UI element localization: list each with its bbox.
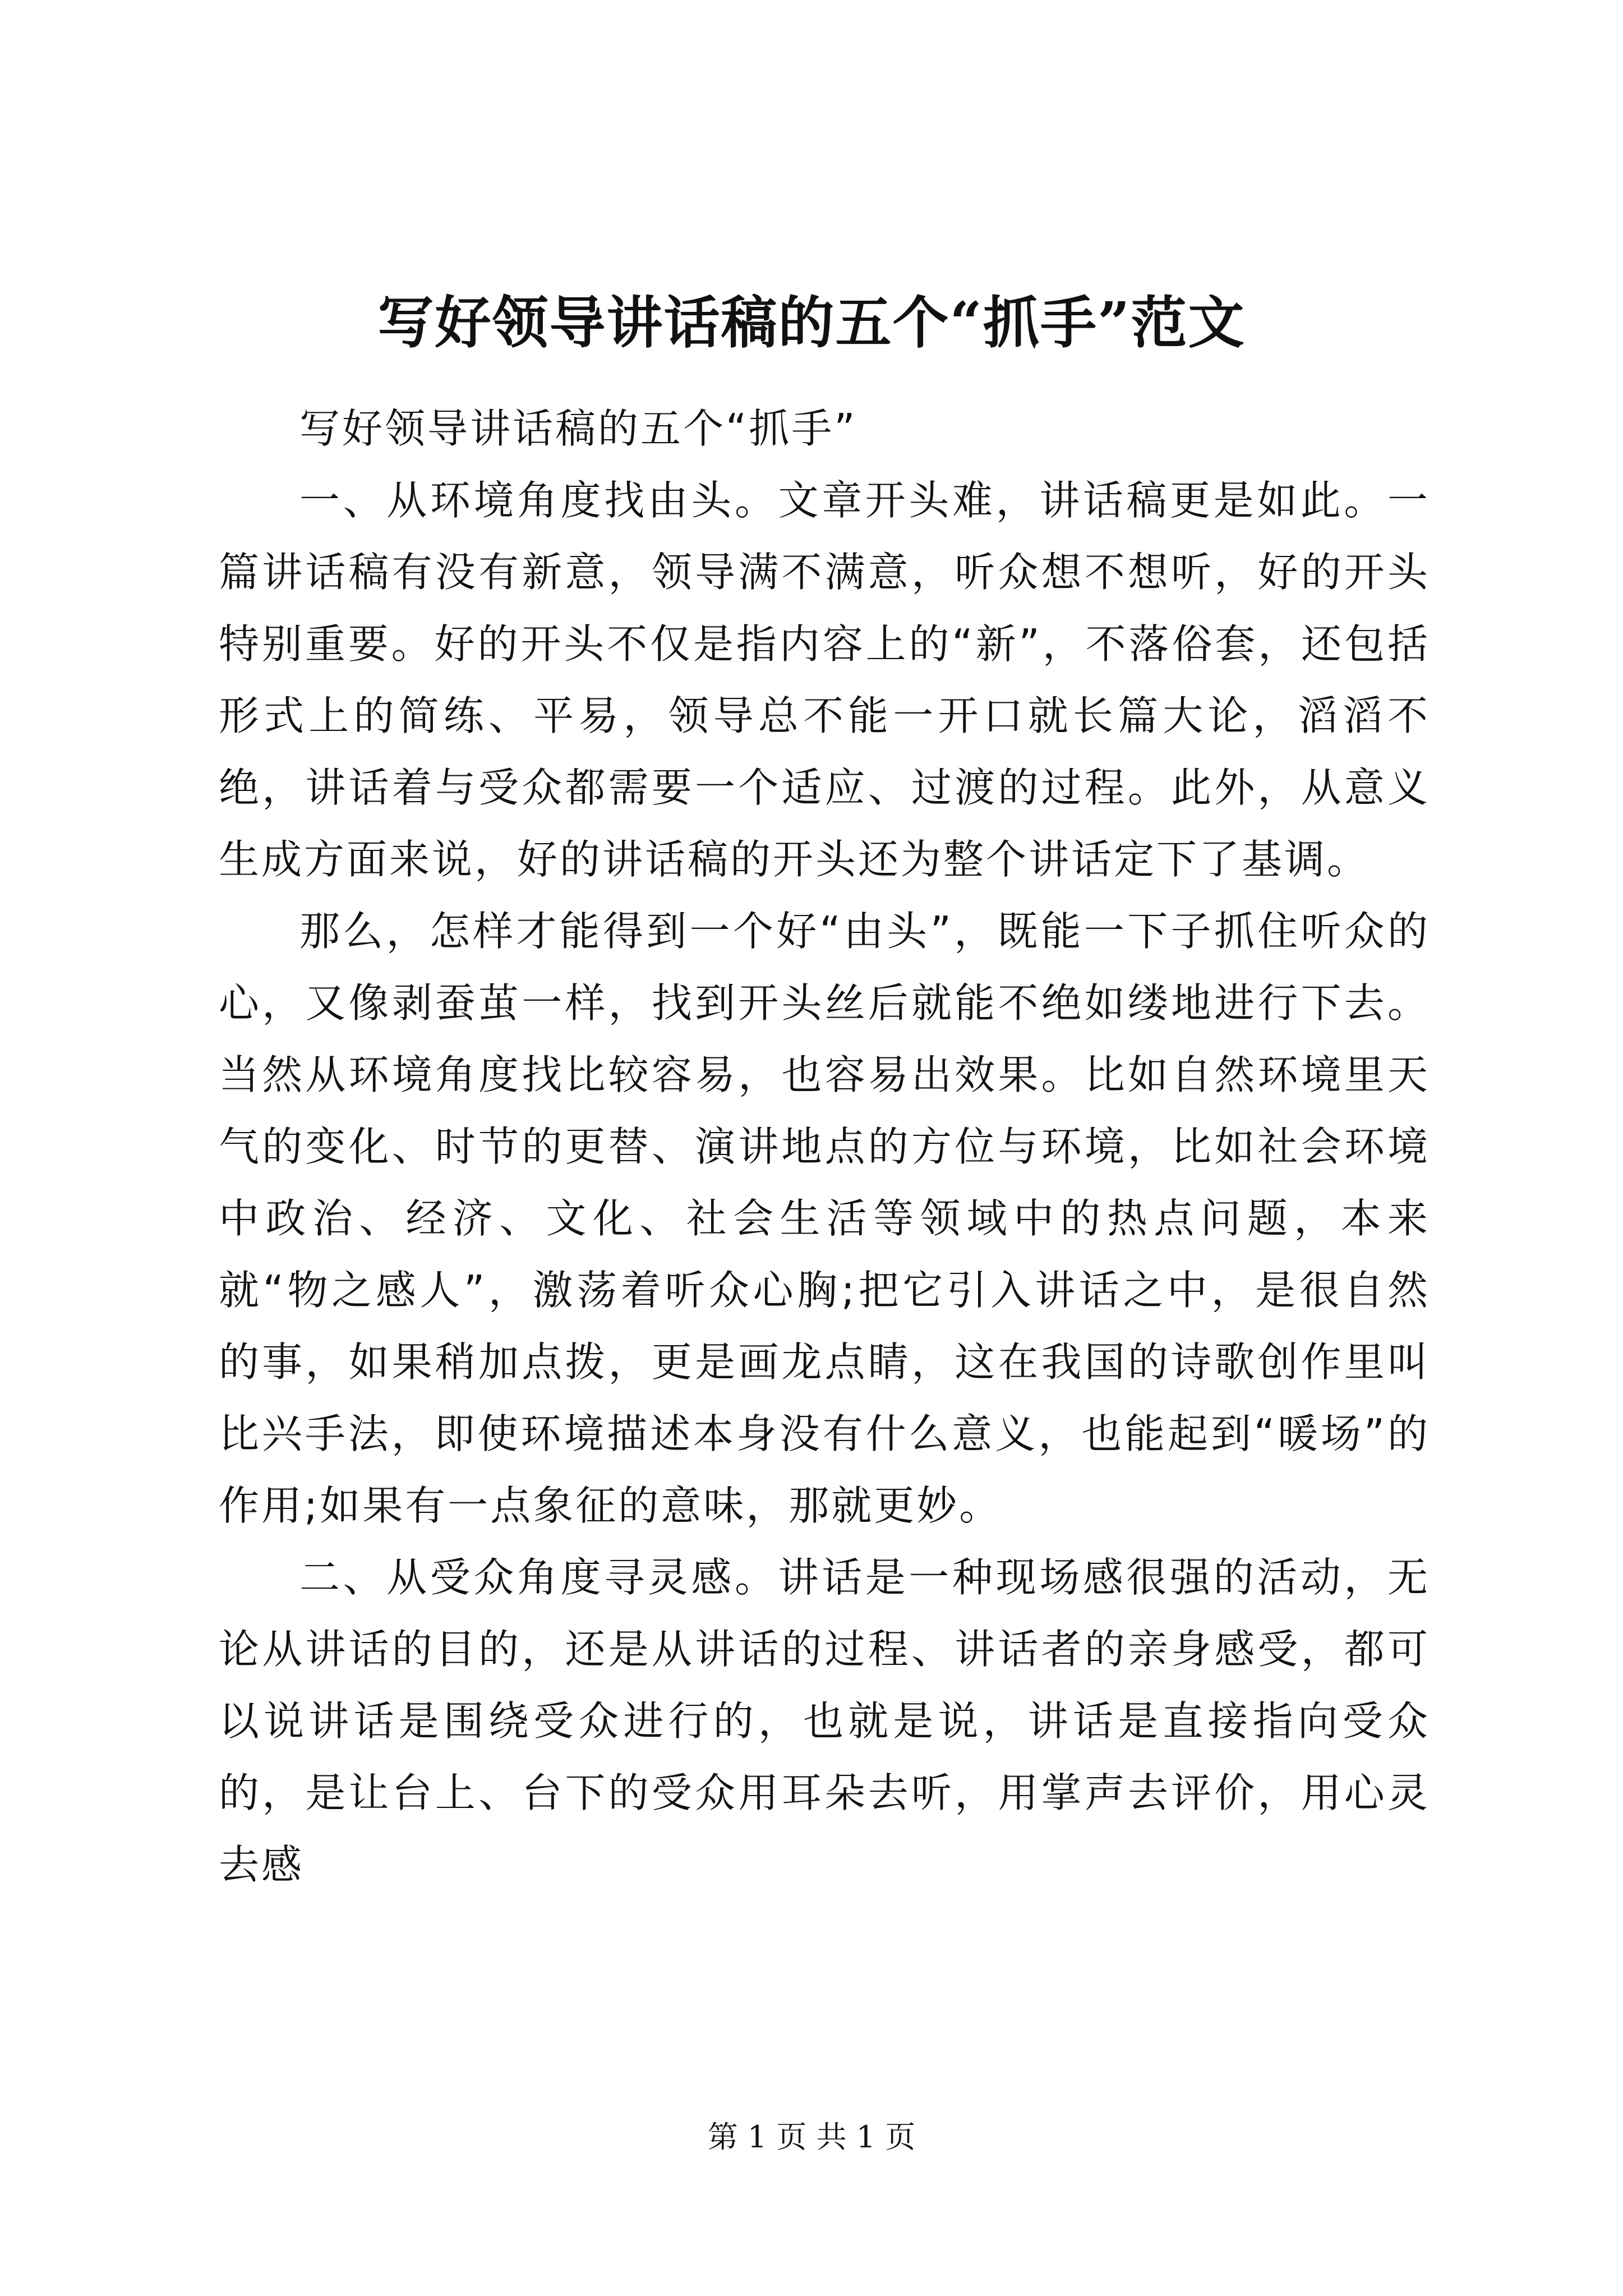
body-paragraph: 二、从受众角度寻灵感。讲话是一种现场感很强的活动，无论从讲话的目的，还是从讲话的过程、讲话者的亲身感受，都可以说讲话是围绕受众进行的，也就是说，讲话是直接指向受众的，是让台上、台下的受众用耳朵去听，用掌声去评价，用心灵去感: [219, 1554, 1430, 1888]
document-body: [219, 393, 1430, 1901]
page-number-footer: 第 1 页 共 1 页: [707, 2119, 916, 2155]
body-paragraph: 一、从环境角度找由头。文章开头难，讲话稿更是如此。一篇讲话稿有没有新意，领导满不满意，听众想不想听，好的开头特别重要。好的开头不仅是指内容上的“新”，不落俗套，还包括形式上的简练、平易，领导总不能一开口就长篇大论，滔滔不绝，讲话着与受众都需要一个适应、过渡的过程。此外，从意义生成方面来说，好的讲话稿的开头还为整个讲话定下了基调。: [219, 477, 1430, 883]
document-title: 写好领导讲话稿的五个“抓手”范文: [377, 289, 1246, 356]
subtitle-paragraph: 写好领导讲话稿的五个“抓手”: [299, 405, 857, 452]
body-paragraph: 那么，怎样才能得到一个好“由头”，既能一下子抓住听众的心，又像剥蚕茧一样，找到开头丝后就能不绝如缕地进行下去。当然从环境角度找比较容易，也容易出效果。比如自然环境里天气的变化、时节的更替、演讲地点的方位与环境，比如社会环境中政治、经济、文化、社会生活等领域中的热点问题，本来就“物之感人”，激荡着听众心胸;把它引入讲话之中，是很自然的事，如果稍加点拨，更是画龙点睛，这在我国的诗歌创作里叫比兴手法，即使环境描述本身没有什么意义，也能起到“暖场”的作用;如果有一点象征的意味，那就更妙。: [219, 908, 1430, 1529]
